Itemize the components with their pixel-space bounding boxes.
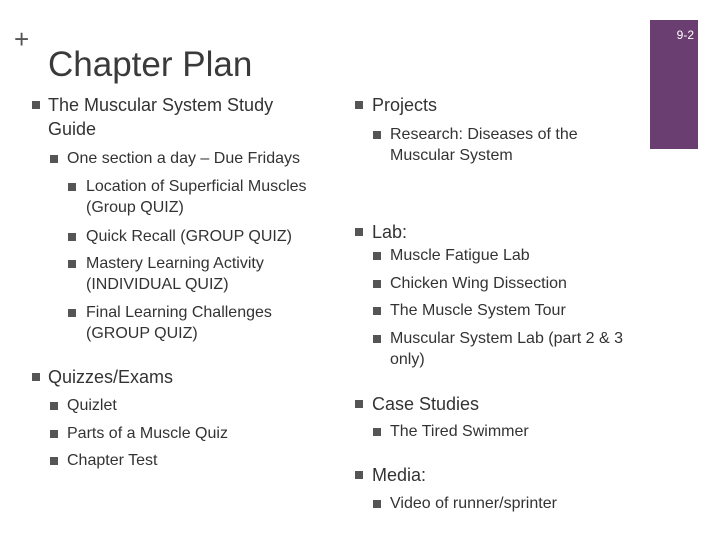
list-item-text-cont: (INDIVIDUAL QUIZ) [86,276,229,293]
list-item-text-cont: only) [390,351,425,368]
study-guide-label-cont: Guide [48,119,97,139]
study-guide-label: The Muscular System Study [48,95,274,115]
square-bullet-icon [373,307,381,315]
square-bullet-icon [373,428,381,436]
square-bullet-icon [68,260,76,268]
list-item-text: Chapter Test [67,452,158,469]
square-bullet-icon [68,309,76,317]
list-item-text: Quick Recall (GROUP QUIZ) [86,228,292,245]
list-item-text: The Tired Swimmer [390,423,529,440]
square-bullet-icon [355,471,363,479]
page-number: 9-2 [676,28,694,42]
list-item-text: The Muscle System Tour [390,302,566,319]
list-item-text: Final Learning Challenges [86,304,272,321]
square-bullet-icon [373,335,381,343]
list-item-text: Muscular System Lab (part 2 & 3 [390,330,623,347]
square-bullet-icon [355,400,363,408]
square-bullet-icon [50,430,58,438]
slide-title: Chapter Plan [48,45,253,84]
lab-label: Lab: [372,222,408,242]
list-item-text: Mastery Learning Activity [86,255,264,272]
list-item-text: Research: Diseases of the [390,126,578,143]
list-item-text-cont: (GROUP QUIZ) [86,325,198,342]
plus-icon: + [14,24,30,54]
square-bullet-icon [355,101,363,109]
square-bullet-icon [68,233,76,241]
square-bullet-icon [50,457,58,465]
case-studies-label: Case Studies [372,394,480,414]
list-item-text: Muscle Fatigue Lab [390,247,530,264]
square-bullet-icon [373,280,381,288]
square-bullet-icon [373,131,381,139]
media-label: Media: [372,465,427,485]
square-bullet-icon [32,373,40,381]
square-bullet-icon [32,101,40,109]
section-label: One section a day – Due Fridays [67,150,301,167]
list-item-text: Location of Superficial Muscles [86,178,307,195]
accent-bar [650,20,698,149]
projects-label: Projects [372,95,438,115]
list-item-text: Parts of a Muscle Quiz [67,425,228,442]
square-bullet-icon [373,500,381,508]
square-bullet-icon [50,155,58,163]
list-item-text: Quizlet [67,397,117,414]
list-item-text-cont: Muscular System [390,147,513,164]
square-bullet-icon [68,183,76,191]
quizzes-label: Quizzes/Exams [48,367,174,387]
square-bullet-icon [373,252,381,260]
list-item-text-cont: (Group QUIZ) [86,199,184,216]
list-item-text: Video of runner/sprinter [390,495,557,512]
square-bullet-icon [50,402,58,410]
list-item-text: Chicken Wing Dissection [390,275,567,292]
square-bullet-icon [355,228,363,236]
